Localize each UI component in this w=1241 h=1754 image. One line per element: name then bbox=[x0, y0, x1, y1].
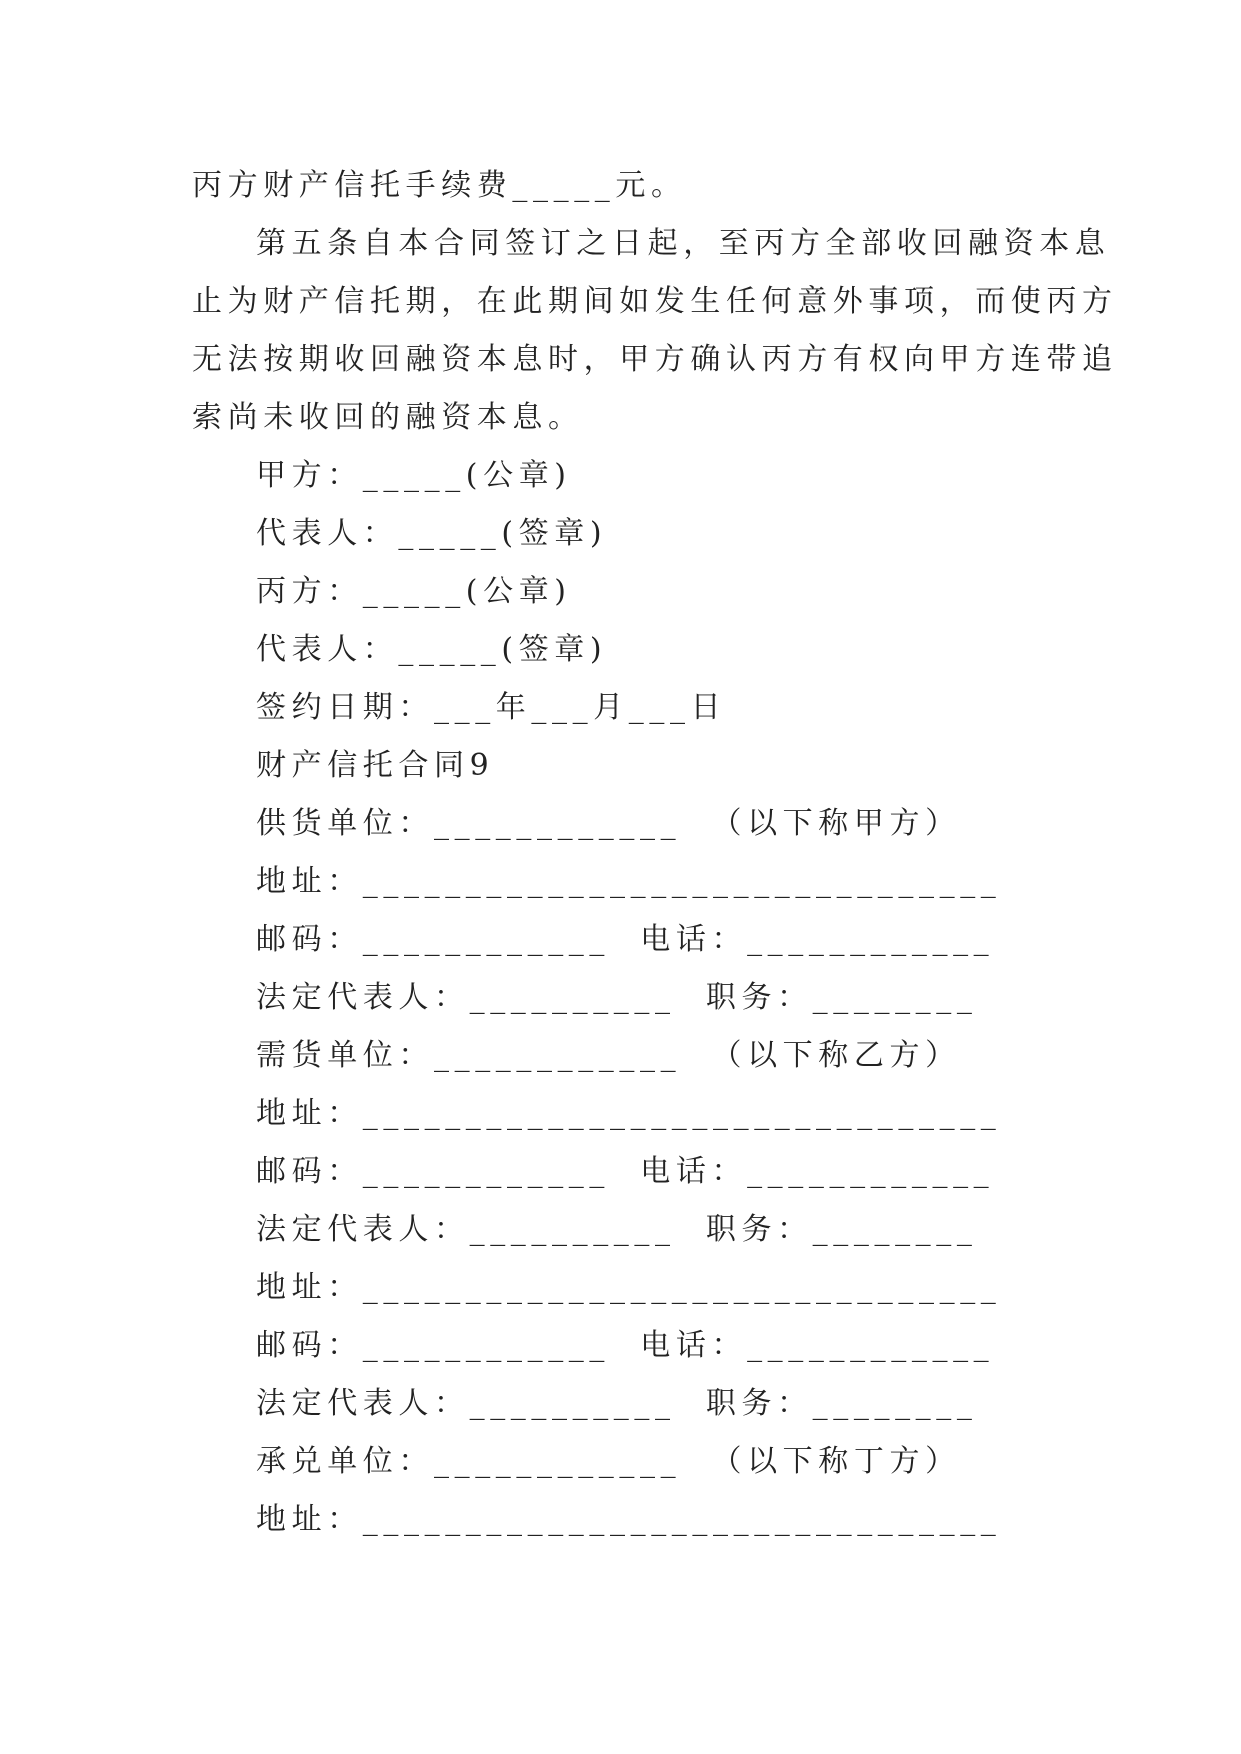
signing-date-line: 签约日期：___年___月___日 bbox=[256, 690, 727, 725]
buyer-address-line: 地址：_______________________________ bbox=[256, 1096, 1002, 1131]
contract-title: 财产信托合同9 bbox=[256, 748, 495, 783]
supplier-unit-line: 供货单位：____________ （以下称甲方） bbox=[256, 806, 961, 841]
fee-line: 丙方财产信托手续费_____元。 bbox=[192, 168, 687, 203]
buyer-unit-line: 需货单位：____________ （以下称乙方） bbox=[256, 1038, 961, 1073]
article-five-line-2: 止为财产信托期，在此期间如发生任何意外事项，而使丙方 bbox=[192, 284, 1118, 319]
article-five-line-4: 索尚未收回的融资本息。 bbox=[192, 400, 584, 435]
article-five-line-3: 无法按期收回融资本息时，甲方确认丙方有权向甲方连带追 bbox=[192, 342, 1118, 377]
supplier-address-line: 地址：_______________________________ bbox=[256, 864, 1002, 899]
article-five-line-1: 第五条自本合同签订之日起，至丙方全部收回融资本息 bbox=[256, 226, 1111, 261]
buyer-legal-rep-line: 法定代表人：__________ 职务：________ bbox=[256, 1212, 978, 1247]
third-postcode-phone-line: 邮码：____________ 电话：____________ bbox=[256, 1328, 995, 1363]
party-c-representative-line: 代表人：_____(签章) bbox=[256, 632, 608, 667]
acceptor-unit-line: 承兑单位：____________ （以下称丁方） bbox=[256, 1444, 961, 1479]
party-a-representative-line: 代表人：_____(签章) bbox=[256, 516, 608, 551]
acceptor-address-line: 地址：_______________________________ bbox=[256, 1502, 1002, 1537]
third-legal-rep-line: 法定代表人：__________ 职务：________ bbox=[256, 1386, 978, 1421]
buyer-postcode-phone-line: 邮码：____________ 电话：____________ bbox=[256, 1154, 995, 1189]
party-c-seal-line: 丙方：_____(公章) bbox=[256, 574, 572, 609]
supplier-postcode-phone-line: 邮码：____________ 电话：____________ bbox=[256, 922, 995, 957]
supplier-legal-rep-line: 法定代表人：__________ 职务：________ bbox=[256, 980, 978, 1015]
party-a-seal-line: 甲方：_____(公章) bbox=[256, 458, 572, 493]
third-address-line: 地址：_______________________________ bbox=[256, 1270, 1002, 1305]
